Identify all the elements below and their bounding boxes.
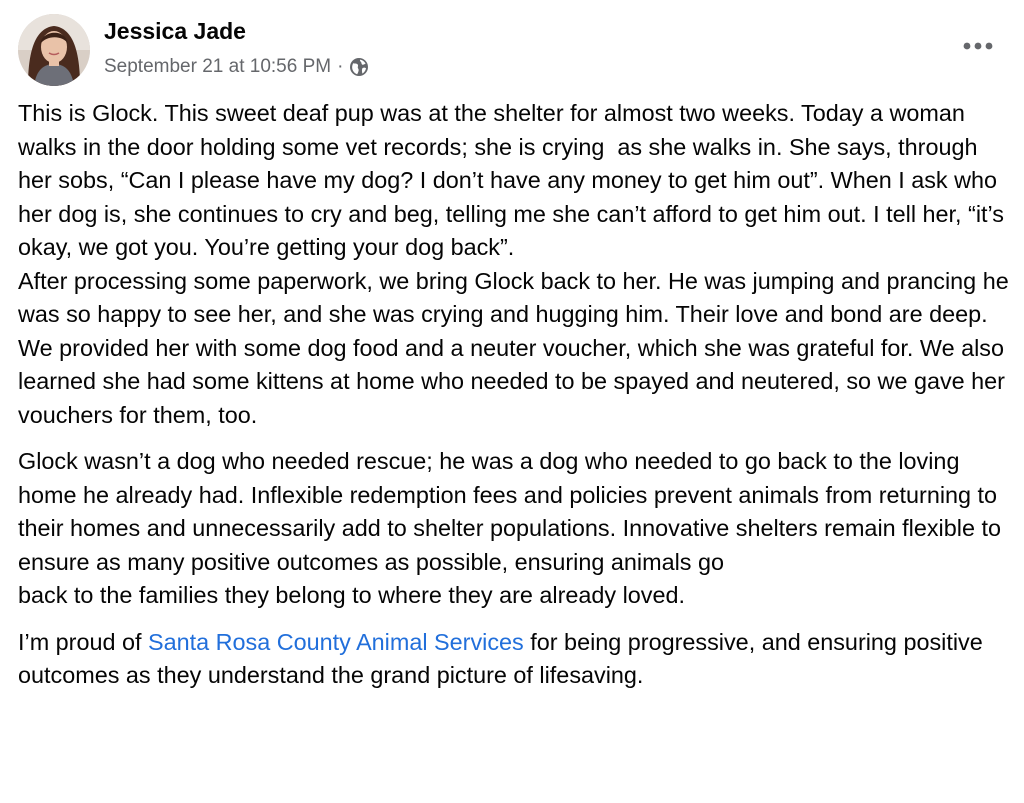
- avatar-photo: [18, 14, 90, 86]
- post-meta: [104, 54, 369, 80]
- page-mention-link[interactable]: Santa Rosa County Animal Services: [148, 628, 524, 655]
- more-horizontal-icon: [962, 42, 994, 50]
- post-timestamp[interactable]: September 21 at 10:56 PM: [104, 56, 332, 77]
- more-options-button[interactable]: [956, 28, 1000, 64]
- post-paragraph: Glock wasn’t a dog who needed rescue; he was a dog who needed to go back to the loving home he already had. Inflexible redemption fees and policies prevent animals from returning to their homes and unnecessarily add to shelter populations. Innovative shelters remain flexible to ensure as many positive outcomes as possible, ensuring animals go back to the families they belong to where they are already loved.: [18, 448, 1001, 608]
- post-header: [18, 14, 1008, 86]
- post-paragraph: [18, 626, 1012, 693]
- post-paragraph: This is Glock. This sweet deaf pup was at the shelter for almost two weeks. Today a woman walks in the door holding some vet records; she is crying as she walks in. She says, through her sobs, “Can I please have my dog? I don’t have any money to get him out”. When I ask who her dog is, she continues to cry and beg, telling me she can’t afford to get him out. I tell her, “it’s okay, we got you. You’re getting your dog back”. After processing some paperwork, we bring Glock back to her. He was jumping and prancing he was so happy to see her, and she was crying and hugging him. Their love and bond are deep. We provided her with some dog food and a neuter voucher, which she was grateful for. We also learned she had some kittens at home who needed to be spayed and neutered, so we gave her vouchers for them, too.: [18, 100, 1009, 428]
- author-name[interactable]: Jessica Jade: [104, 18, 246, 44]
- author-avatar[interactable]: [18, 14, 90, 86]
- globe-icon[interactable]: [349, 57, 369, 77]
- paragraph-text: for being progressive, and ensuring positive outcomes as they understand the grand picture of lifesaving.: [18, 628, 990, 688]
- meta-separator: ·: [337, 56, 344, 77]
- post-body: [18, 97, 1012, 693]
- paragraph-text: I’m proud of: [18, 628, 149, 655]
